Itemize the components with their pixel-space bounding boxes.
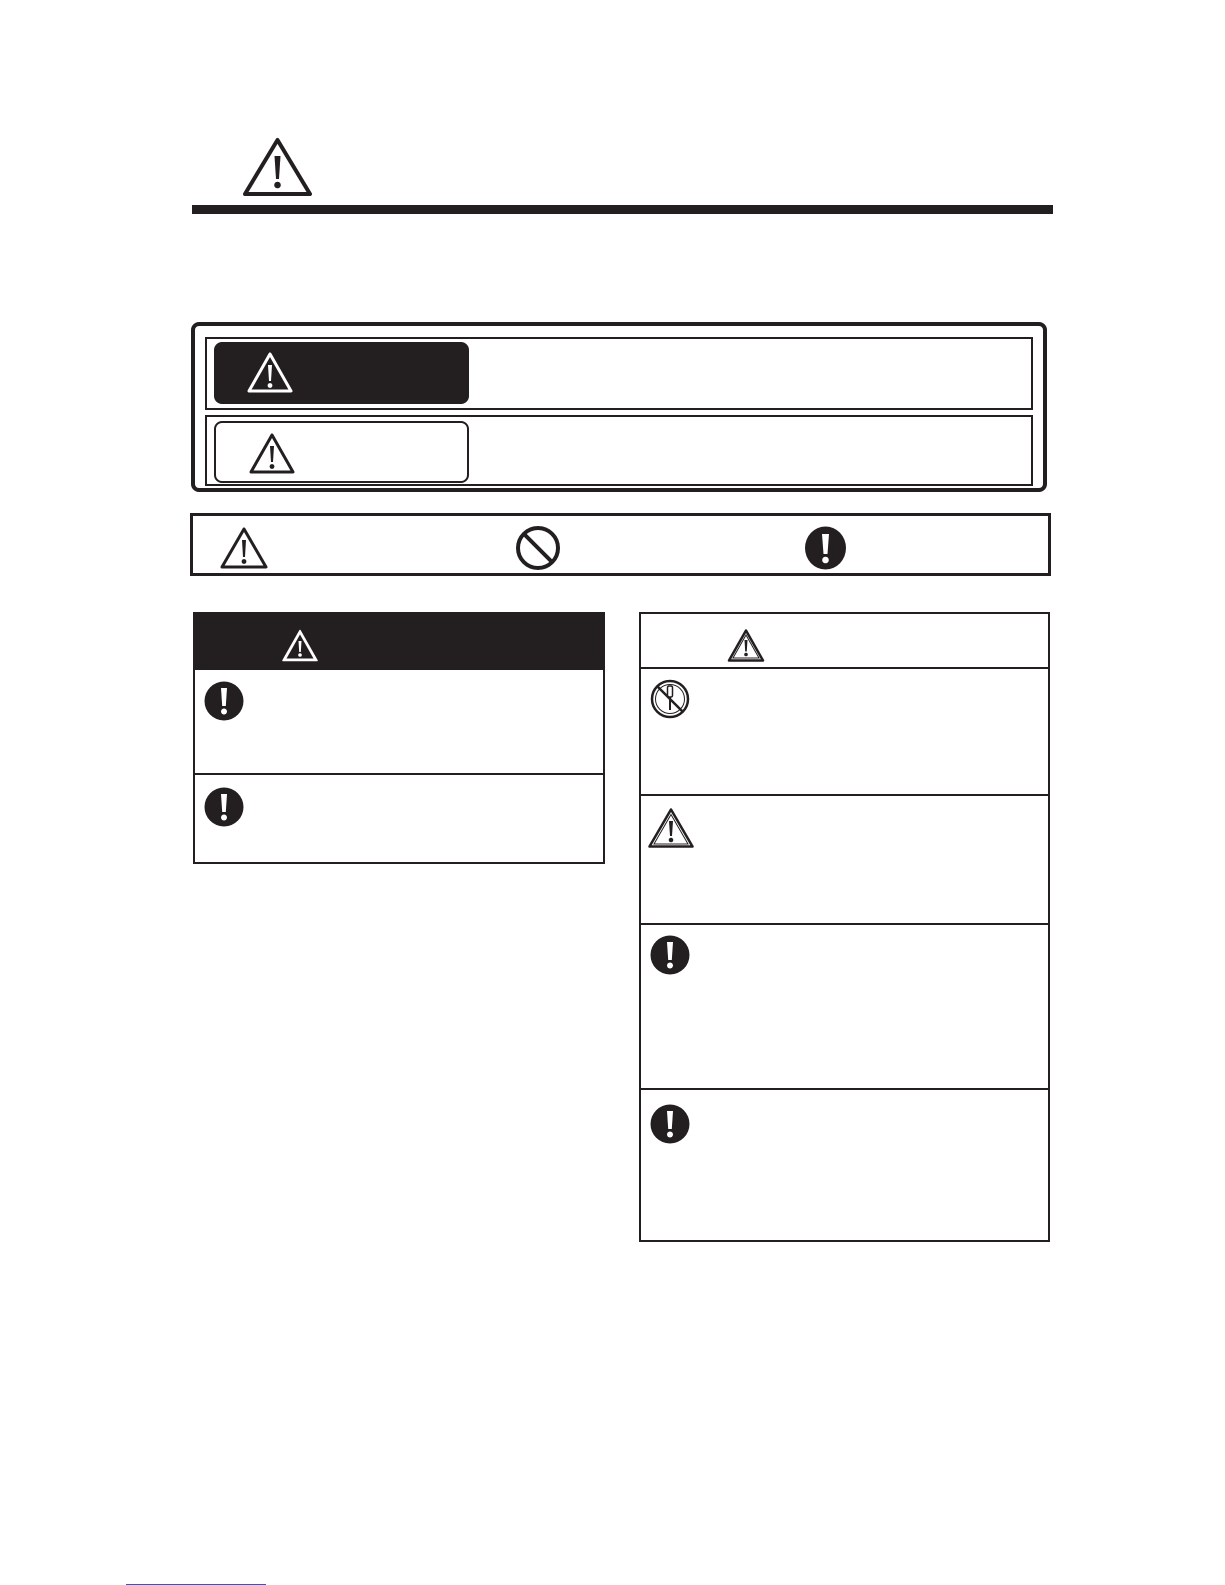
legend-row-caution [205,415,1033,486]
do-not-disassemble-icon [650,679,690,719]
legend-row-warning [205,337,1033,410]
caution-panel-header-divider [641,667,1048,669]
warning-triangle-icon [246,351,294,394]
warning-panel-header [195,614,603,670]
caution-panel-divider [641,1088,1048,1090]
mandatory-action-icon [804,525,847,571]
warning-panel-divider [195,773,603,775]
warning-triangle-icon [219,526,269,570]
caution-panel-divider [641,923,1048,925]
mandatory-action-icon [204,787,244,827]
warning-triangle-icon [248,432,296,475]
warning-signal-label [214,342,469,404]
title-warning-triangle-icon [242,137,313,197]
mandatory-action-icon [650,935,690,975]
caution-signal-label [214,421,469,483]
mandatory-action-icon [650,1104,690,1144]
mandatory-action-icon [204,681,244,721]
title-rule [192,205,1053,214]
caution-panel [639,612,1050,1242]
prohibition-icon [515,525,561,571]
signal-word-legend [191,322,1047,492]
warning-panel [193,612,605,864]
symbols-legend-strip [190,513,1051,576]
warning-triangle-icon [281,628,319,663]
warning-triangle-icon [647,807,695,849]
warning-triangle-icon [727,628,765,663]
caution-panel-divider [641,794,1048,796]
